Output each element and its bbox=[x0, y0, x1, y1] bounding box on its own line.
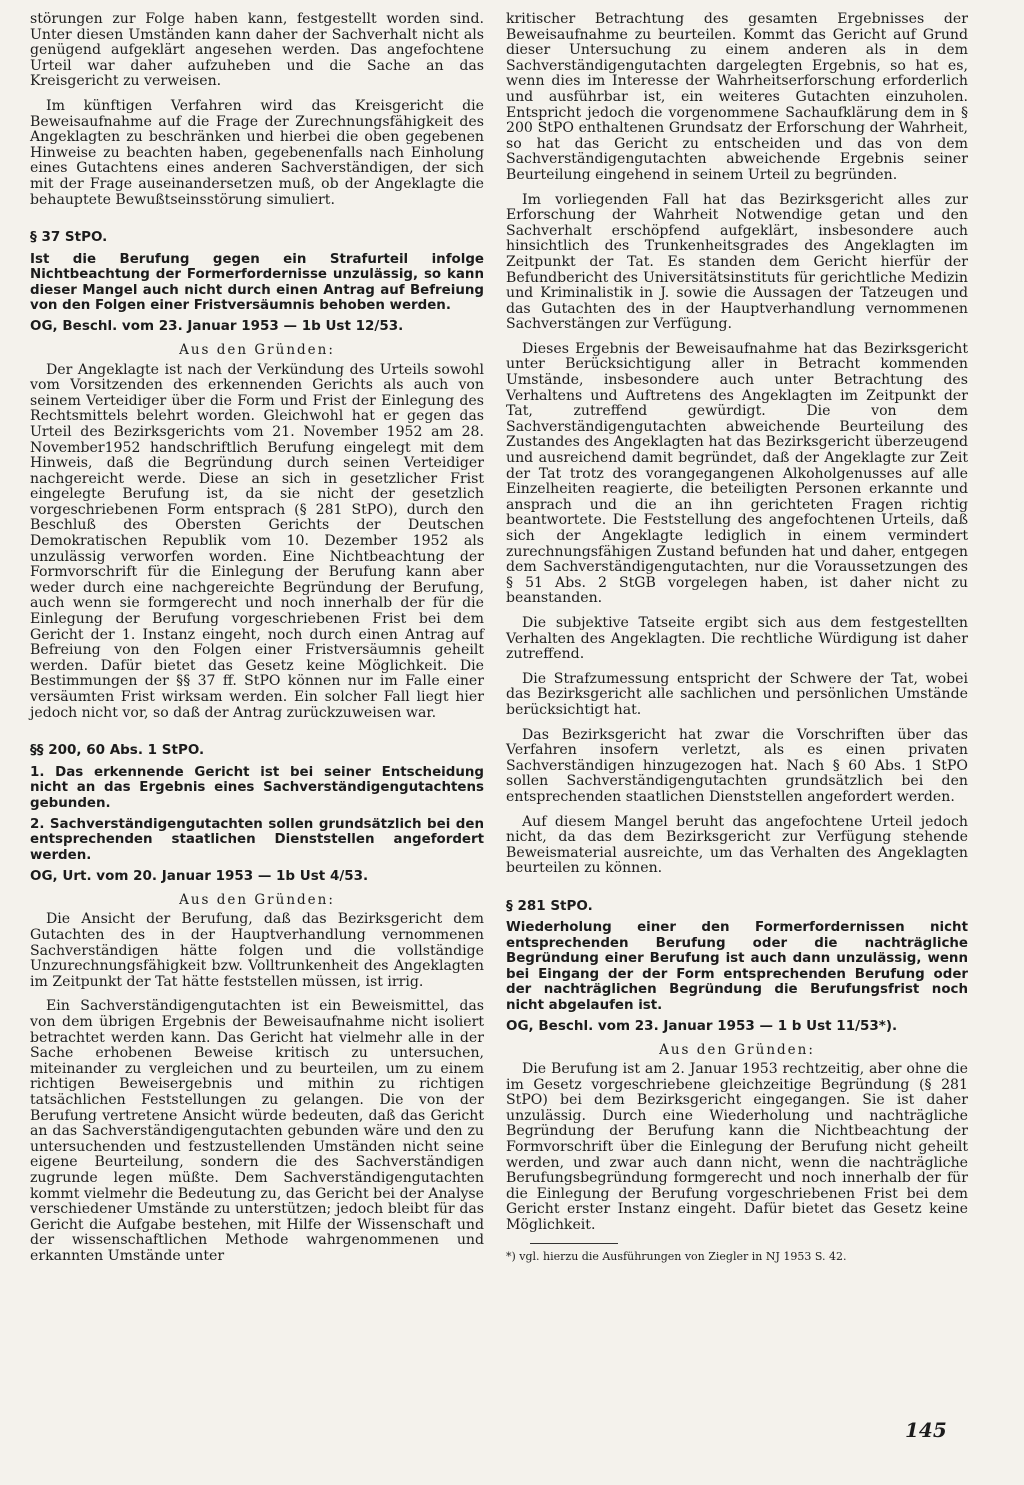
paragraph: Die subjektive Tatseite ergibt sich aus dem festgestellten Verhalten des Angeklagten. Die rechtliche Würdigung ist daher zutreffend. bbox=[506, 614, 968, 663]
court-reference: OG, Urt. vom 20. Januar 1953 — 1b Ust 4/53. bbox=[30, 868, 369, 885]
headnote: Wiederholung einer den Formerfordernissen nicht entsprechenden Berufung oder die nachträgliche Begründung einer Berufung ist auch dann unzulässig, wenn bei Eingang der der Form entsprechenden Berufung oder der nachträglichen Begründung die Berufungsfrist noch nicht abgelaufen ist. bbox=[506, 920, 968, 1013]
section-heading: § 37 StPO. bbox=[30, 229, 108, 246]
grounds-heading: Aus den Gründen: bbox=[179, 891, 335, 908]
footnote: *) vgl. hierzu die Ausführungen von Ziegler in NJ 1953 S. 42. bbox=[506, 1249, 847, 1263]
section-heading: §§ 200, 60 Abs. 1 StPO. bbox=[30, 742, 205, 759]
paragraph: Die Strafzumessung entspricht der Schwere der Tat, wobei das Bezirksgericht alle sachlichen und persönlichen Umstände berücksichtigt hat. bbox=[506, 670, 968, 718]
grounds-heading: Aus den Gründen: bbox=[179, 341, 335, 358]
paragraph: störungen zur Folge haben kann, festgestellt worden sind. Unter diesen Umständen kann daher der Sachverhalt nicht als genügend aufgeklärt angesehen werden. Das angefochtene Urteil war daher aufzuheben und die Sache an das Kreisgericht zu verweisen. bbox=[30, 11, 484, 90]
grounds-heading: Aus den Gründen: bbox=[659, 1041, 815, 1058]
section-heading: § 281 StPO. bbox=[506, 897, 593, 914]
headnote: 1. Das erkennende Gericht ist bei seiner Entscheidung nicht an das Ergebnis eines Sachverständigengutachtens gebunden. bbox=[30, 764, 484, 811]
court-reference: OG, Beschl. vom 23. Januar 1953 — 1 b Ust 11/53*). bbox=[506, 1017, 898, 1034]
paragraph: Die Berufung ist am 2. Januar 1953 rechtzeitig, aber ohne die im Gesetz vorgeschriebene gleichzeitige Begründung (§ 281 StPO) bei dem Bezirksgericht eingegangen. Sie ist daher unzulässig. Durch eine Wiederholung und nachträgliche Begründung der Berufung kann die Nichtbeachtung der Formvorschrift über die Einlegung der Berufung nicht geheilt werden, und zwar auch dann nicht, wenn die nachträgliche Berufungsbegründung formgerecht und noch innerhalb der für die Einlegung der Berufung vorgeschriebenen Frist bei dem Gericht erster Instanz eingeht. Dafür bietet das Gesetz keine Möglichkeit. bbox=[506, 1061, 968, 1234]
paragraph: kritischer Betrachtung des gesamten Ergebnisses der Beweisaufnahme zu beurteilen. Kommt das Gericht auf Grund dieser Untersuchung zu einem anderen als in dem Sachverständigengutachten dargelegten Ergebnis, so hat es, wenn dies im Interesse der Wahrheitserforschung erforderlich und ausführbar ist, ein weiteres Gutachten einzuholen. Entspricht jedoch die vorgenommene Sachaufklärung dem in § 200 StPO enthaltenen Grundsatz der Erforschung der Wahrheit, so hat das Gericht zu entscheiden und das von dem Sachverständigengutachten abweichende Ergebnis seiner Beurteilung eingehend in seinem Urteil zu begründen. bbox=[506, 11, 968, 183]
headnote: Ist die Berufung gegen ein Strafurteil infolge Nichtbeachtung der Formerfordernisse unzulässig, so kann dieser Mangel auch nicht durch einen Antrag auf Befreiung von den Folgen einer Fristversäumnis behoben werden. bbox=[30, 251, 484, 313]
left-column bbox=[30, 12, 484, 1273]
paragraph: Dieses Ergebnis der Beweisaufnahme hat das Bezirksgericht unter Berücksichtigung aller in Betracht kommenden Umstände, insbesondere auch unter Betrachtung des Verhaltens und Auftretens des Angeklagten im Zeitpunkt der Tat, zutreffend gewürdigt. Die von dem Sachverständigengutachten abweichende Beurteilung des Zustandes des Angeklagten hat das Bezirksgericht überzeugend und ausreichend damit begründet, daß der Angeklagte zur Zeit der Tat trotz des vorangegangenen Alkoholgenusses auf alle Einzelheiten reagierte, die beteiligten Personen erkannte und ansprach und die an ihn gerichteten Fragen richtig beantwortete. Die Feststellung des angefochtenen Urteils, daß sich der Angeklagte lediglich in einem vermindert zurechnungsfähigen Zustand befunden hat und daher, entgegen dem Sachverständigengutachten, nur die Voraussetzungen des § 51 Abs. 2 StGB vorgelegen haben, ist daher nicht zu beanstanden. bbox=[506, 340, 968, 607]
court-reference: OG, Beschl. vom 23. Januar 1953 — 1b Ust 12/53. bbox=[30, 318, 404, 335]
paragraph: Auf diesem Mangel beruht das angefochtene Urteil jedoch nicht, da das dem Bezirksgericht zur Verfügung stehende Beweismaterial ausreichte, um das Verhalten des Angeklagten beurteilen zu können. bbox=[506, 813, 968, 877]
paragraph: Das Bezirksgericht hat zwar die Vorschriften über das Verfahren insofern verletzt, als es einen privaten Sachverständigen hinzugezogen hat. Nach § 60 Abs. 1 StPO sollen Sachverständigengutachten grundsätzlich bei den entsprechenden staatlichen Dienststellen angefordert werden. bbox=[506, 726, 968, 805]
page-number: 145 bbox=[905, 1418, 947, 1442]
paragraph: Ein Sachverständigengutachten ist ein Beweismittel, das von dem übrigen Ergebnis der Beweisaufnahme nicht isoliert betrachtet werden kann. Das Gericht hat vielmehr alle in der Sache erhobenen Beweise kritisch zu untersuchen, miteinander zu vergleichen und zu beurteilen, um zu einem richtigen Beweisergebnis und mithin zu richtigen tatsächlichen Feststellungen zu gelangen. Die von der Berufung vertretene Ansicht würde bedeuten, daß das Gericht an das Sachverständigengutachten gebunden wäre und den zu untersuchenden und festzustellenden Umständen nicht seine eigene Beurteilung, sondern die des Sachverständigen zugrunde legen müßte. Dem Sachverständigengutachten kommt vielmehr die Bedeutung zu, das Gericht bei der Analyse verschiedener Umstände zu unterstützen; jedoch bleibt für das Gericht die Aufgabe bestehen, mit Hilfe der Wissenschaft und der wissenschaftlichen Methode wahrgenommenen und erkannten Umstände unter bbox=[30, 998, 484, 1264]
paragraph: Im vorliegenden Fall hat das Bezirksgericht alles zur Erforschung der Wahrheit Notwendige getan und den Sachverhalt erschöpfend aufgeklärt, insbesondere auch hinsichtlich des Trunkenheitsgrades des Angeklagten im Zeitpunkt der Tat. Es standen dem Gericht hierfür der Befundbericht des Universitätsinstituts für gerichtliche Medizin und Kriminalistik in J. sowie die Aussagen der Tatzeugen und das Gutachten des in der Hauptverhandlung vernommenen Sachverstängen zur Verfügung. bbox=[506, 191, 968, 333]
footnote-divider bbox=[530, 1243, 618, 1244]
paragraph: Der Angeklagte ist nach der Verkündung des Urteils sowohl vom Vorsitzenden des erkennenden Gerichts als auch von seinem Verteidiger über die Form und Frist der Einlegung des Rechtsmittels belehrt worden. Gleichwohl hat er gegen das Urteil des Bezirksgerichts vom 21. November 1952 am 28. November1952 handschriftlich Berufung eingelegt mit dem Hinweis, daß die Begründung durch seinen Verteidiger nachgereicht werde. Diese an sich in gesetzlicher Frist eingelegte Berufung ist, da sie nicht der gesetzlich vorgeschriebenen Form entsprach (§ 281 StPO), durch den Beschluß des Obersten Gerichts der Deutschen Demokratischen Republik vom 10. Dezember 1952 als unzulässig verworfen worden. Eine Nichtbeachtung der Formvorschrift für die Einlegung der Berufung kann aber weder durch eine nachgereichte Begründung der Berufung, auch wenn sie formgerecht und noch innerhalb der für die Einlegung der Berufung vorgeschriebenen Frist bei dem Gericht der 1. Instanz eingeht, noch durch einen Antrag auf Befreiung von den Folgen einer Fristversäumnis geheilt werden. Dafür bietet das Gesetz keine Möglichkeit. Die Bestimmungen der §§ 37 ff. StPO können nur im Falle einer versäumten Frist wirksam werden. Ein solcher Fall liegt hier jedoch nicht vor, so daß der Antrag zurückzuweisen war. bbox=[30, 361, 484, 721]
paragraph: Im künftigen Verfahren wird das Kreisgericht die Beweisaufnahme auf die Frage der Zurechnungsfähigkeit des Angeklagten zu beschränken und hierbei die oben gegebenen Hinweise zu beachten haben, gegebenenfalls nach Einholung eines Gutachtens eines anderen Sachverständigen, der sich mit der Frage auseinandersetzen muß, ob der Angeklagte die behauptete Bewußtseinsstörung simuliert. bbox=[30, 97, 484, 208]
paragraph: Die Ansicht der Berufung, daß das Bezirksgericht dem Gutachten des in der Hauptverhandlung vernommenen Sachverständigen hätte folgen und die vollständige Unzurechnungsfähigkeit bzw. Volltrunkenheit des Angeklagten im Zeitpunkt der Tat hätte feststellen müssen, ist irrig. bbox=[30, 911, 484, 990]
right-column bbox=[506, 12, 968, 1263]
headnote: 2. Sachverständigengutachten sollen grundsätzlich bei den entsprechenden staatlichen Dienststellen angefordert werden. bbox=[30, 817, 484, 863]
